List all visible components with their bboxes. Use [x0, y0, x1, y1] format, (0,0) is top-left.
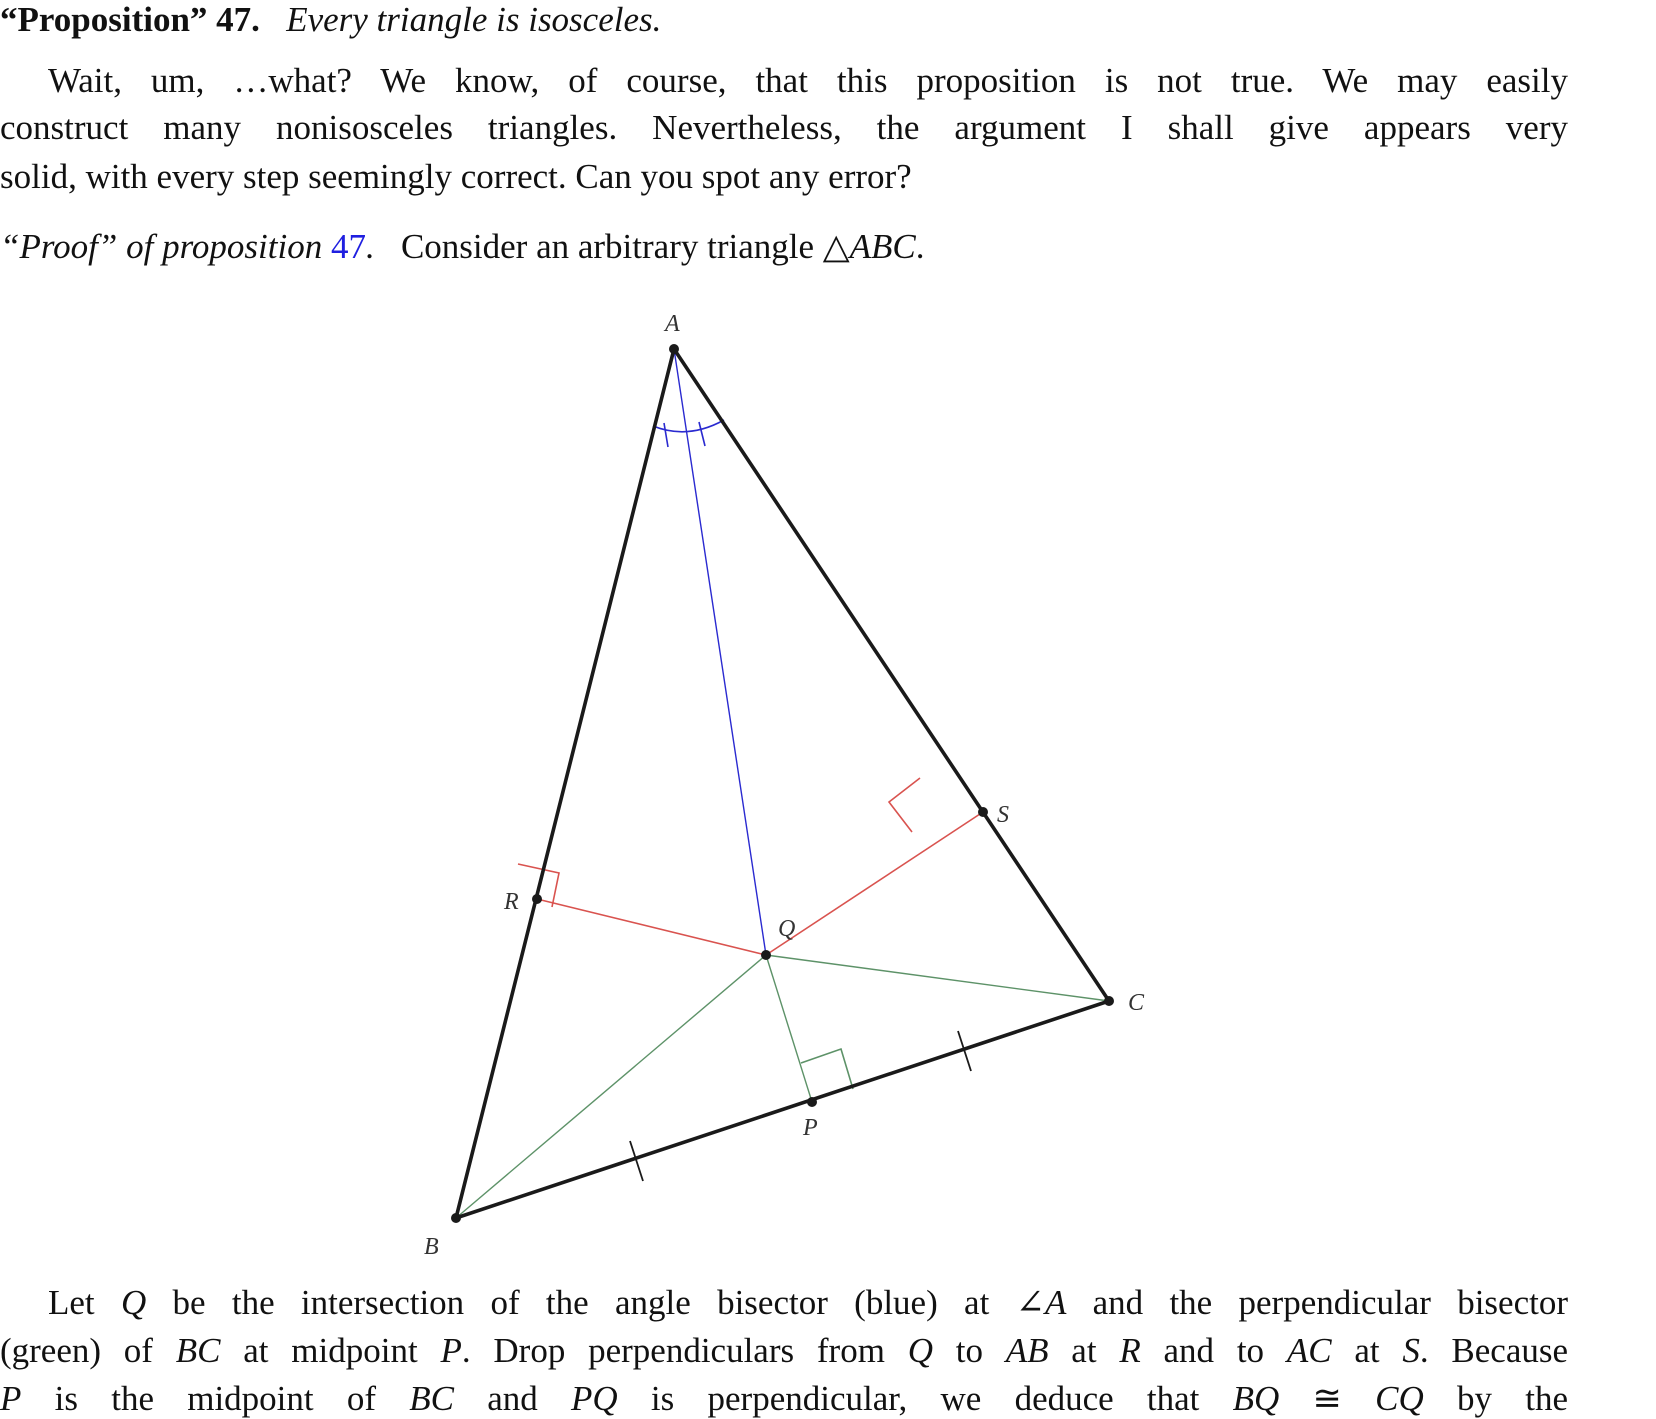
congruent-symbol: ≅: [1279, 1379, 1376, 1418]
var-s: S: [1402, 1331, 1420, 1370]
right-angle-mark-p: [801, 1049, 853, 1089]
body-text: is perpendicular, we deduce that: [617, 1379, 1233, 1418]
right-angle-mark-s: [889, 778, 920, 832]
point-a: [669, 344, 679, 354]
angle-arc-a: [653, 420, 724, 432]
point-c: [1104, 996, 1114, 1006]
body-text: Let: [48, 1283, 121, 1322]
var-q: Q: [907, 1331, 933, 1370]
proof-label: “Proof” of proposition: [0, 227, 323, 266]
body-text: at midpoint: [220, 1331, 441, 1370]
segment-qc: [766, 955, 1109, 1001]
triangle-symbol: △: [822, 227, 850, 266]
body-line-1: [0, 1283, 1568, 1323]
proof-label-period: .: [365, 227, 375, 266]
label-b: B: [424, 1234, 439, 1260]
label-c: C: [1128, 990, 1145, 1016]
intro-text-3: solid, with every step seemingly correct. Can you spot any error?: [0, 157, 912, 196]
triangle-name: ABC: [849, 227, 916, 266]
var-p: P: [0, 1379, 22, 1418]
body-text: and to: [1140, 1331, 1287, 1370]
point-r: [532, 894, 542, 904]
perpendicular-qr: [537, 899, 766, 955]
var-pq: PQ: [571, 1379, 618, 1418]
segment-qb: [456, 955, 766, 1218]
body-text: . Drop perpendiculars from: [461, 1331, 908, 1370]
proposition-ref-link[interactable]: 47: [330, 227, 366, 266]
var-ab: AB: [1005, 1331, 1049, 1370]
proof-text-suffix: .: [915, 227, 925, 266]
label-q: Q: [778, 916, 796, 942]
angle-bisector-aq: [674, 349, 766, 955]
var-a: A: [1044, 1283, 1067, 1322]
var-ac: AC: [1286, 1331, 1332, 1370]
body-line-3: [0, 1379, 1568, 1419]
point-p: [807, 1097, 817, 1107]
angle-symbol: ∠: [1015, 1283, 1045, 1322]
var-bq: BQ: [1232, 1379, 1280, 1418]
body-text: by the: [1423, 1379, 1568, 1418]
body-text: and the perpendicular bisector: [1066, 1283, 1569, 1322]
proposition-label: “Proposition” 47.: [0, 0, 260, 39]
body-text: is the midpoint of: [21, 1379, 410, 1418]
label-r: R: [504, 889, 519, 915]
proposition-statement: Every triangle is isosceles.: [286, 0, 662, 39]
perpendicular-bisector-qp: [766, 955, 812, 1102]
intro-text-1: Wait, um, …what? We know, of course, that this proposition is not true. We may easily: [48, 61, 1568, 100]
var-bc: BC: [409, 1379, 454, 1418]
body-text: be the intersection of the angle bisector (blue) at: [146, 1283, 1016, 1322]
var-cq: CQ: [1375, 1379, 1424, 1418]
proof-text-prefix: Consider an arbitrary triangle: [400, 227, 823, 266]
point-s: [978, 807, 988, 817]
label-a: A: [665, 311, 680, 337]
body-text: (green) of: [0, 1331, 176, 1370]
label-s: S: [997, 802, 1009, 828]
var-p: P: [440, 1331, 462, 1370]
label-p: P: [803, 1115, 818, 1141]
body-text: and: [454, 1379, 572, 1418]
angle-tick-1: [664, 423, 668, 447]
point-q: [761, 950, 771, 960]
intro-text-2: construct many nonisosceles triangles. Nevertheless, the argument I shall give appears very: [0, 108, 1568, 147]
body-line-2: [0, 1331, 1568, 1371]
perpendicular-qs: [766, 812, 983, 955]
body-text: . Because: [1419, 1331, 1569, 1370]
triangle-abc: [456, 349, 1109, 1218]
point-b: [451, 1213, 461, 1223]
angle-tick-2: [699, 422, 705, 446]
body-text: at: [1048, 1331, 1120, 1370]
var-r: R: [1119, 1331, 1141, 1370]
body-text: at: [1331, 1331, 1403, 1370]
body-text: to: [932, 1331, 1006, 1370]
var-bc: BC: [175, 1331, 221, 1370]
var-q: Q: [120, 1283, 147, 1322]
